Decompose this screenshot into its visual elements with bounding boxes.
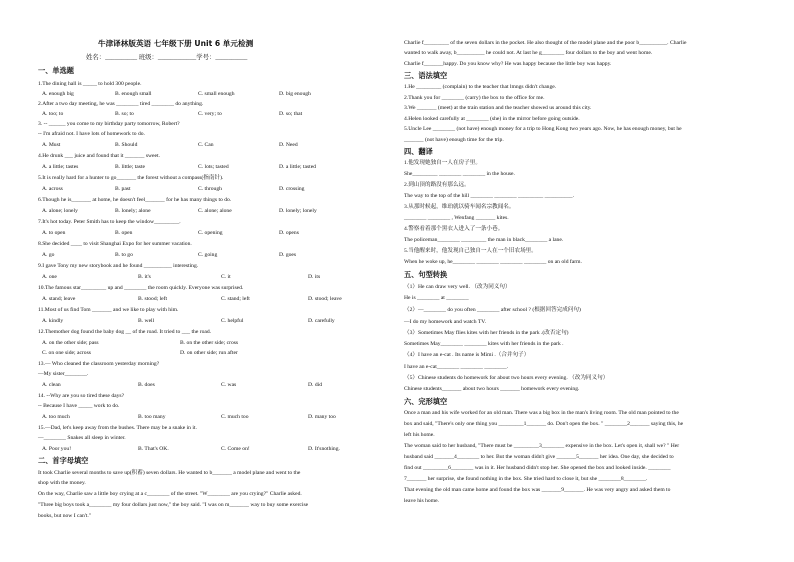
translation-line: The policeman________ _________ the man in black________ a lane. — [404, 237, 564, 243]
section-heading-sentence-transform: 五、句型转换 — [404, 270, 448, 279]
translation-line: 1.他发现她独自一人在房子里。 — [404, 160, 481, 166]
option-d: D. a little; tasted — [279, 164, 316, 170]
cloze-line: Once a man and his wife worked for an old man. There was a big box in the man's living room. The old man pointed to the — [404, 410, 679, 416]
option-d: D. so; that — [279, 111, 303, 117]
transform-line: —I do my homework and watch TV. — [404, 319, 486, 325]
question-stem: 10.The famous star_________ up and ________ the room quickly. Everyone was surprised. — [38, 285, 244, 291]
transform-line: （5）Chinese students do homework for about two hours every evening. （改为同义句） — [404, 375, 609, 381]
option-b: B. little; taste — [115, 164, 145, 170]
section-heading-single-choice: 一、单选题 — [38, 66, 74, 75]
transform-line: Chinese students_______ about two hours _______ homework every evening. — [404, 386, 580, 392]
passage-line: wanted to walk away, b__________ he could not. At last he g________ four dollars to the boy and went home. — [404, 50, 653, 56]
question-stem: 7.It's hot today. Peter Smith has to keep the window_________. — [38, 219, 181, 225]
exercise-line: 3.We _______ (meet) at the train station and the teacher showed us around this city. — [404, 105, 592, 111]
option-a: A. across — [42, 186, 63, 192]
transform-line: He is ________ at ________ — [404, 295, 469, 301]
option-b: B. stood; left — [138, 296, 168, 302]
option-d: D. big enough — [279, 91, 311, 97]
transform-line: Sometimes May________ ________ kites with her friends in the park . — [404, 341, 564, 347]
section-heading-cloze: 六、完形填空 — [404, 397, 448, 406]
option-b: B. well — [138, 318, 155, 324]
exercise-line: 1.He _________ (complain) to the teacher that lmngs didn't change. — [404, 84, 557, 90]
passage-line: Charlie f_________ of the seven dollars in the pocket. He also thought of the model plane and the poor b__________. Charlie — [404, 40, 687, 46]
passage-line: shop with the money. — [38, 480, 86, 486]
option-a: A. stand; leave — [42, 296, 76, 302]
question-stem: 3. -- ______ you come to my birthday party tomorrow, Robert? — [38, 121, 180, 127]
option-c: C. alone; alone — [198, 208, 232, 214]
exercise-line: 2.Thank you for ________ (carry) the box to the office for me. — [404, 95, 545, 101]
option-c: C. stand; left — [221, 296, 250, 302]
option-d: D. on other side; run after — [180, 350, 238, 356]
option-d: D. many too — [308, 414, 336, 420]
passage-line: It took Charlie several months to save up(积蓄) seven dollars. He wanted to b_______ a model plane and went to the — [38, 470, 301, 476]
option-b: B. so; to — [115, 111, 134, 117]
option-c: C. it — [221, 274, 231, 280]
option-c: C. small enough — [198, 91, 235, 97]
option-d: D. opens — [279, 230, 299, 236]
cloze-line: 7_______ her surprise, she found nothing in the box. She tried hard to close it, but she ________8________. — [404, 476, 648, 482]
option-b: B. on the other side; cross — [180, 340, 239, 346]
exercise-line: _______ (not have) enough time for the trip. — [404, 137, 504, 143]
option-a: A. Poor you! — [42, 446, 72, 452]
option-d: D. It'snothing. — [308, 446, 340, 452]
option-c: C. opening — [198, 230, 223, 236]
option-a: A. on the other side; pass — [42, 340, 99, 346]
cloze-line: box and said, "There's only one thing you _________1_______ do. Don't open the box. " ________2_______ saying this, he — [404, 421, 684, 427]
passage-line: Charlie f_______happy. Do you know why? He was happy because the little boy was happy. — [404, 61, 612, 67]
section-heading-translation: 四、翻译 — [404, 147, 433, 156]
option-c: C. on one side; across — [42, 350, 91, 356]
question-stem: 6.Though he is_______ at home, he doesn't feel_______ for he has many things to do. — [38, 197, 232, 203]
option-a: A. enough big — [42, 91, 74, 97]
option-d: D. its — [308, 274, 321, 280]
cloze-line: left his home. — [404, 432, 435, 438]
option-c: C. Can — [198, 142, 214, 148]
option-c: C. going — [198, 252, 218, 258]
cloze-line: find out _________6________ was in it. Her husband didn't stop her. She opened the box and looked inside. ________ — [404, 465, 671, 471]
question-stem: 5.It is really hard for a hunter to go_______ the forest without a compass(指南针). — [38, 175, 224, 181]
cloze-line: The woman said to her husband, "There must be _________3________ expensive in the box. Let's open it, shall we? " Her — [404, 443, 680, 449]
option-a: A. a little; tastes — [42, 164, 79, 170]
translation-line: When he woke up, he________ ________ ________ ________ on an old farm. — [404, 259, 582, 265]
option-c: C. much too — [221, 414, 249, 420]
section-heading-grammar: 三、语法填空 — [404, 71, 448, 80]
question-stem: 4.He drunk ___ juice and found that it _______ sweet. — [38, 153, 160, 159]
option-b: B. does — [138, 382, 155, 388]
transform-line: （4）I have an e-cat . Its name is Mimi .（合并句子） — [404, 352, 530, 358]
option-b: B. enough small — [115, 91, 152, 97]
option-c: C. helpful — [221, 318, 244, 324]
option-c: C. was — [221, 382, 237, 388]
option-c: C. very; to — [198, 111, 222, 117]
option-a: A. one — [42, 274, 57, 280]
translation-line: She_________ ________ ________ in the house. — [404, 171, 515, 177]
option-b: B. open — [115, 230, 133, 236]
option-d: D. goes — [279, 252, 297, 258]
exercise-line: 4.Helen looked carefully at ________ (she) in the mirror before going outside. — [404, 116, 580, 122]
option-b: B. lonely; alone — [115, 208, 151, 214]
option-b: B. That's OK. — [138, 446, 169, 452]
question-dialogue: -- Because I have _____ work to do. — [38, 403, 120, 409]
option-b: B. it's — [138, 274, 151, 280]
option-a: A. Must — [42, 142, 61, 148]
option-c: C. through — [198, 186, 222, 192]
translation-line: 4.警察看着那个黑衣人进入了一条小巷。 — [404, 226, 504, 232]
translation-line: The way to the top of the hill ________ ________ _________ __________. — [404, 193, 574, 199]
passage-line: books, but now I can't." — [38, 513, 92, 519]
option-b: B. Should — [115, 142, 138, 148]
option-a: A. kindly — [42, 318, 64, 324]
option-c: C. lots; tasted — [198, 164, 229, 170]
option-b: B. past — [115, 186, 131, 192]
question-dialogue: -- I'm afraid not. I have lots of homework to do. — [38, 131, 145, 137]
exercise-line: 5.Uncle Lee ________ (not have) enough money for a trip to Hong Kong two years ago. Now, he has enough money, but he — [404, 126, 682, 132]
option-a: A. too much — [42, 414, 70, 420]
option-b: B. too many — [138, 414, 166, 420]
option-d: D. stood; leave — [308, 296, 342, 302]
option-c: C. Come on! — [221, 446, 250, 452]
question-stem: 11.Most of us find Tom _______ and we like to play with him. — [38, 307, 179, 313]
option-a: A. too; to — [42, 111, 64, 117]
student-info-line: 姓名：__________ 班级：____________学号：__________ — [86, 54, 248, 61]
option-a: A. clean — [42, 382, 61, 388]
option-a: A. alone; lonely — [42, 208, 78, 214]
worksheet-title: 牛津译林版英语 七年级下册 Unit 6 单元检测 — [98, 39, 254, 48]
option-b: B. to go — [115, 252, 133, 258]
transform-line: （3）Sometimes May flies kites with her friends in the park .(改否定句) — [404, 330, 569, 336]
question-stem: 14. --Why are you so tired these days? — [38, 393, 125, 399]
question-stem: 1.The dining hall is _____ to hold 300 people. — [38, 81, 142, 87]
translation-line: 2.到山顶的路没有那么远。 — [404, 182, 470, 188]
question-stem: 13.— Who cleaned the classroom yesterday morning? — [38, 361, 160, 367]
section-heading-initial-letter: 二、首字母填空 — [38, 456, 89, 465]
question-stem: 12.Themother dog found the baby dog __ of the road. It tried to ___ the road. — [38, 329, 212, 335]
transform-line: I have an e-cat________ ________ ________. — [404, 364, 509, 370]
passage-line: "Three big boys took a________ my four dollars just now," the boy said. "I was on m_______ way to buy some exercise — [38, 502, 309, 508]
question-stem: 2.After a two day meeting, he was ________ tired ________ do anything. — [38, 101, 204, 107]
option-d: D. crossing — [279, 186, 305, 192]
option-a: A. go — [42, 252, 55, 258]
passage-line: On the way, Charlie saw a little boy crying at a c________ of the street. "W________ are you crying?" Charlie asked. — [38, 491, 302, 497]
option-d: D. did — [308, 382, 322, 388]
option-d: D. lonely; lonely — [279, 208, 317, 214]
translation-line: 5.当他醒来时，他发现自己独自一人在一个旧农场里。 — [404, 248, 537, 254]
question-dialogue: —My sister________. — [38, 371, 89, 377]
cloze-line: leave his home. — [404, 498, 439, 504]
question-dialogue: —________ Snakes all sleep in winter. — [38, 435, 126, 441]
translation-line: ________ ________ , Wenfang _______ kites. — [404, 215, 509, 221]
cloze-line: husband said _______4________ to her. But the woman didn't give _______5_______ her idea. One day, she decided to — [404, 454, 674, 460]
question-stem: 8.She decided ____ to visit Shanghai Expo for her summer vacation. — [38, 241, 192, 247]
transform-line: （1）He can draw very well. （改为同义句） — [404, 284, 511, 290]
question-stem: 15.—Dad, let's keep away from the bushes. There may be a snake in it. — [38, 425, 197, 431]
translation-line: 3.从那时候起，维珀就以骑车闻名宗教闻名。 — [404, 204, 515, 210]
option-d: D. carefully — [308, 318, 335, 324]
cloze-line: That evening the old man came home and found the box was _______9_______. He was very angry and asked them to — [404, 487, 671, 493]
option-d: D. Need — [279, 142, 298, 148]
option-a: A. to open — [42, 230, 66, 236]
transform-line: （2）—________ do you often ________ after school ? (根据回答完成问句) — [404, 307, 581, 313]
question-stem: 9.I gave Tony my new storybook and he found __________ interesting. — [38, 263, 199, 269]
